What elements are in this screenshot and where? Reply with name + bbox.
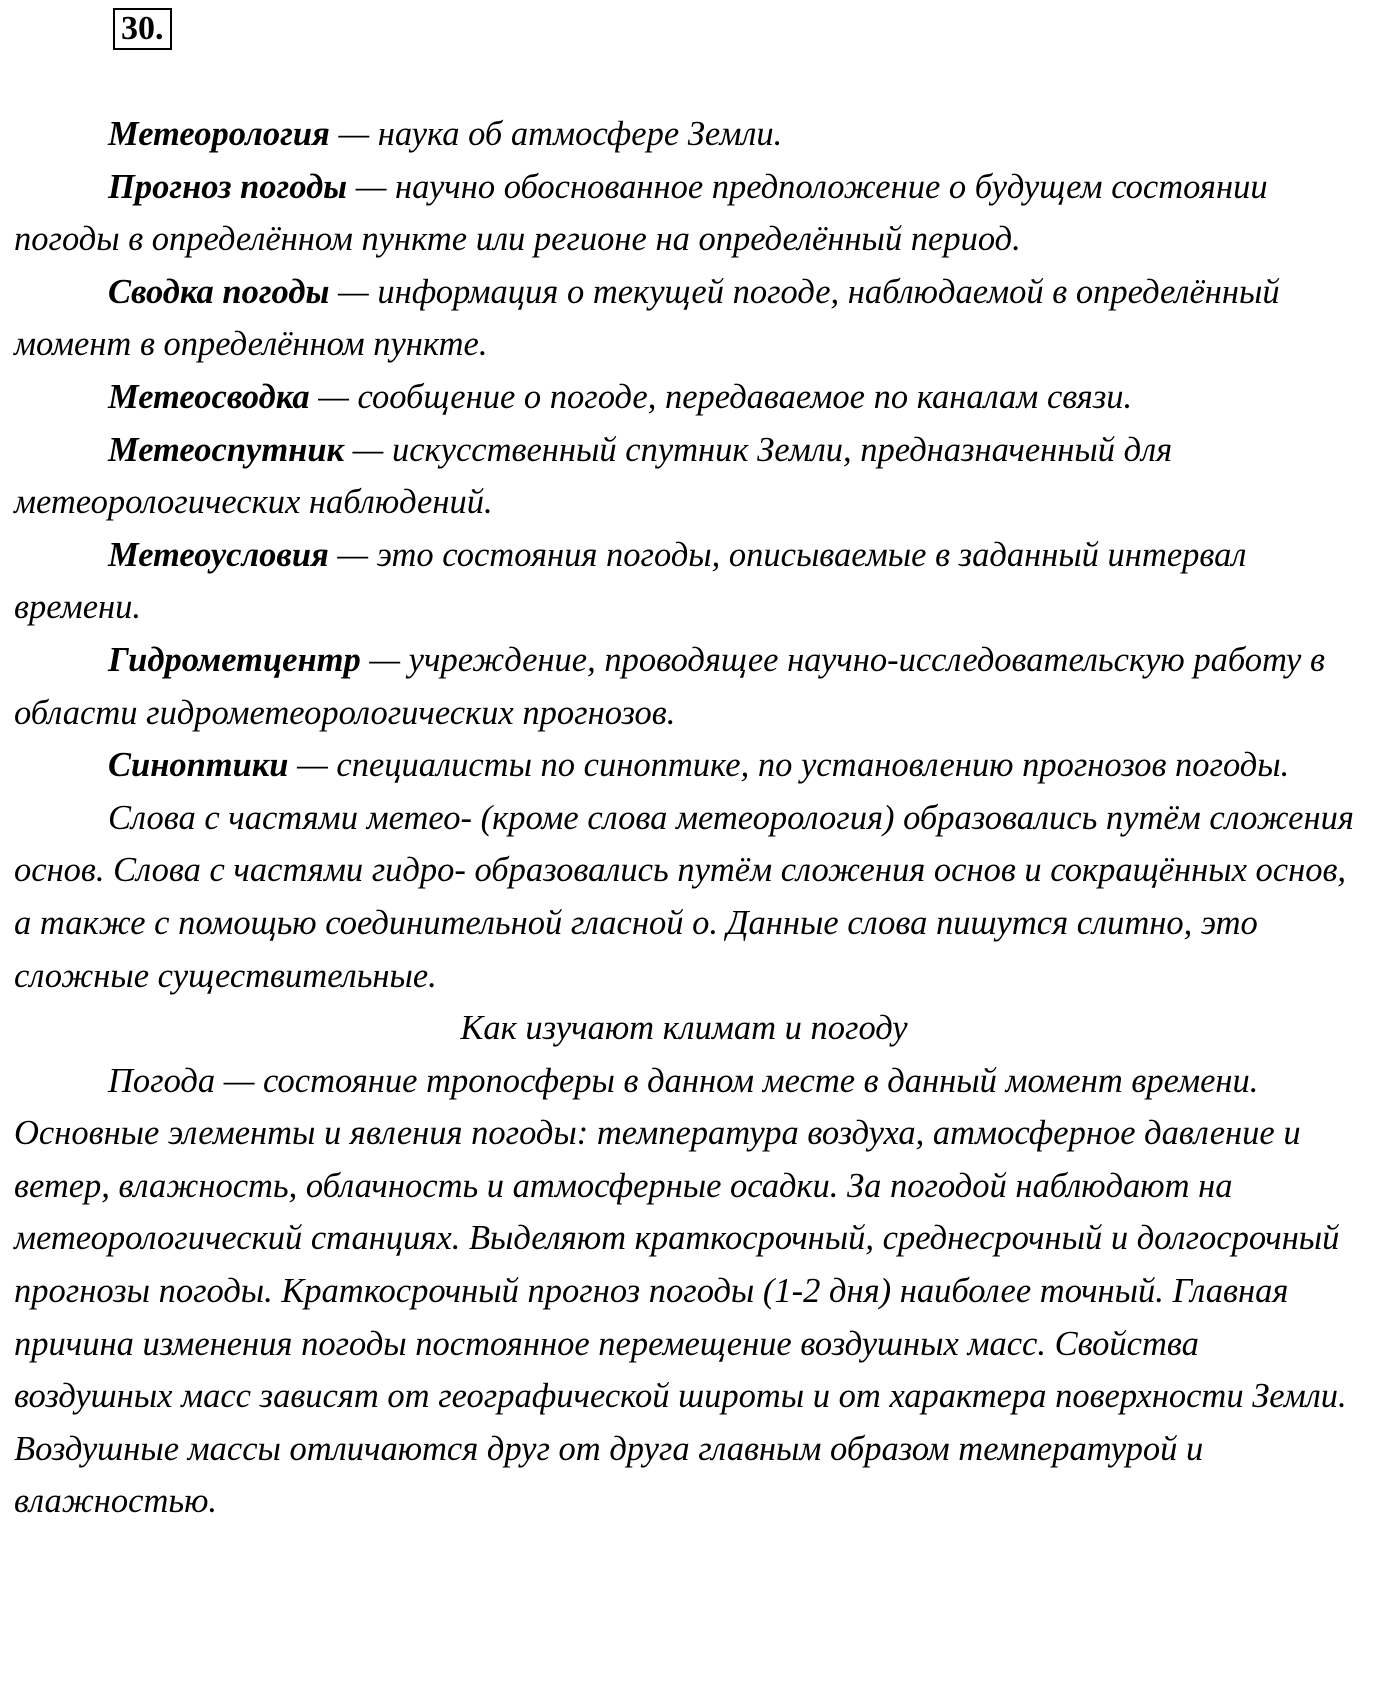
task-number: 30. bbox=[113, 8, 172, 50]
definition-text: — искусственный спутник Земли, предназначенный для метеорологических наблюдений. bbox=[14, 430, 1173, 522]
definition-text: — учреждение, проводящее научно-исследовательскую работу в области гидрометеорологических прогнозов. bbox=[14, 640, 1325, 732]
definition-paragraph bbox=[14, 739, 1354, 792]
definition-text: — это состояния погоды, описываемые в заданный интервал времени. bbox=[14, 535, 1247, 627]
definition-paragraph bbox=[14, 266, 1354, 371]
term: Метеосводка bbox=[108, 377, 310, 416]
term: Прогноз погоды bbox=[108, 167, 348, 206]
weather-paragraph: Погода — состояние тропосферы в данном месте в данный момент времени. Основные элементы и явления погоды: температура воздуха, атмосферное давление и ветер, влажность, облачность и атмосферные осадки. За погодой наблюдают на метеорологический станциях. Выделяют краткосрочный, среднесрочный и долгосрочный прогнозы погоды. Краткосрочный прогноз погоды (1-2 дня) наиболее точный. Главная причина изменения погоды постоянное перемещение воздушных масс. Свойства воздушных масс зависят от географической широты и от характера поверхности Земли. Воздушные массы отличаются друг от друга главным образом температурой и влажностью. bbox=[14, 1061, 1347, 1521]
definition-paragraph bbox=[14, 424, 1354, 529]
word-formation-paragraph: Слова с частями метео- (кроме слова метеорология) образовались путём сложения основ. Слова с частями гидро- образовались путём сложения основ и сокращённых основ, а также с помощью соединительной гласной о. Данные слова пишутся слитно, это сложные существительные. bbox=[14, 798, 1354, 995]
definition-paragraph bbox=[14, 108, 1354, 161]
definition-text: — наука об атмосфере Земли. bbox=[329, 115, 783, 153]
term: Гидрометцентр bbox=[108, 640, 361, 679]
definition-paragraph bbox=[14, 371, 1354, 424]
definition-text: — научно обоснованное предположение о будущем состоянии погоды в определённом пункте или регионе на определённый период. bbox=[14, 167, 1268, 259]
term: Синоптики bbox=[108, 746, 289, 785]
term: Метеорология bbox=[108, 115, 330, 153]
document-text bbox=[14, 108, 1354, 1528]
definition-paragraph bbox=[14, 634, 1354, 739]
definition-paragraph bbox=[14, 529, 1354, 634]
section-title: Как изучают климат и погоду bbox=[460, 1009, 908, 1048]
definition-text: — сообщение о погоде, передаваемое по каналам связи. bbox=[309, 377, 1133, 416]
definition-paragraph bbox=[14, 161, 1354, 266]
definition-text: — информация о текущей погоде, наблюдаемой в определённый момент в определённом пункте. bbox=[14, 272, 1280, 364]
definition-text: — специалисты по синоптике, по установлению прогнозов погоды. bbox=[288, 746, 1290, 785]
term: Метеоспутник bbox=[108, 430, 345, 469]
term: Сводка погоды bbox=[108, 272, 330, 311]
term: Метеоусловия bbox=[108, 535, 329, 574]
